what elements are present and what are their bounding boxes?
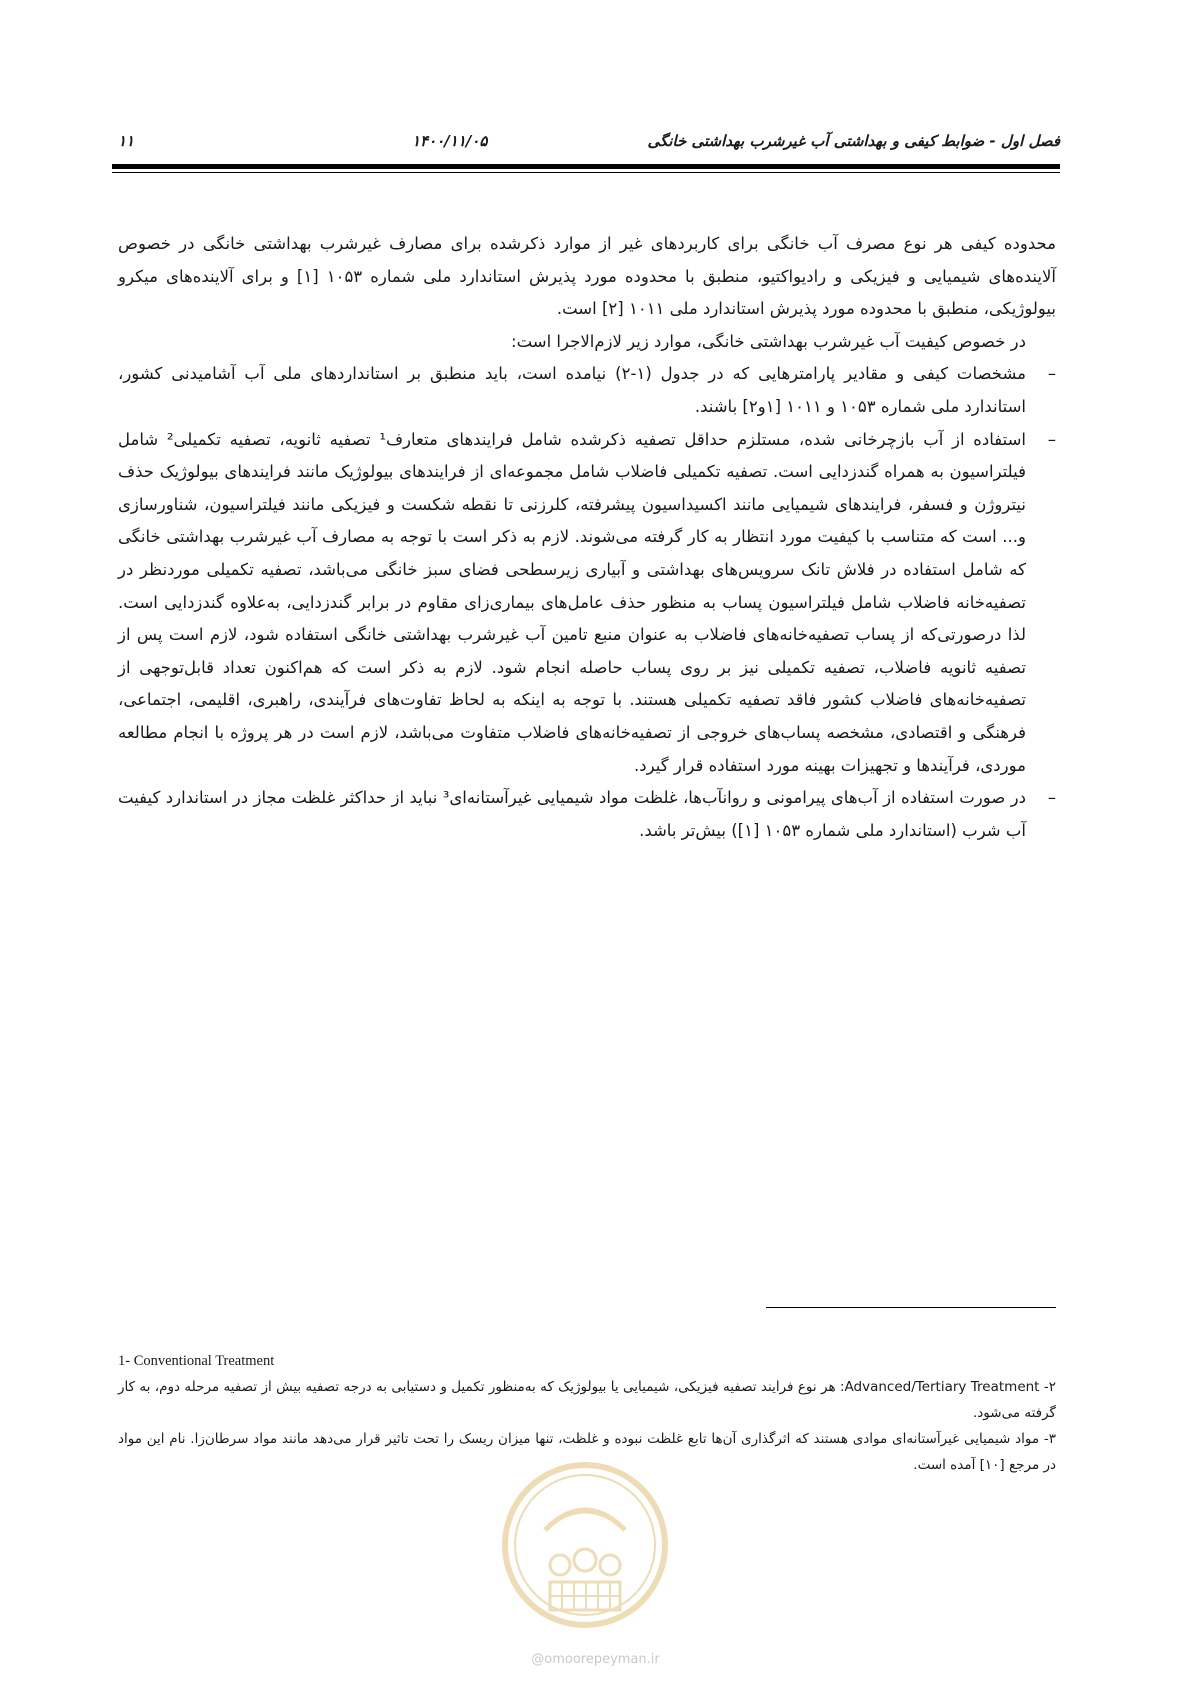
body-text [118, 228, 1056, 847]
chapter-title: فصل اول - ضوابط کیفی و بهداشتی آب غیرشرب بهداشتی خانگی [647, 132, 1060, 150]
footnotes [118, 1348, 1056, 1478]
lead-paragraph: در خصوص کیفیت آب غیرشرب بهداشتی خانگی، موارد زیر لازم‌الاجرا است: [511, 331, 1026, 351]
footnote-3: ۳- مواد شیمیایی غیرآستانه‌ای موادی هستند که اثرگذاری آن‌ها تابع غلظت نبوده و غلظت، تنها میزان ریسک را تحت تاثیر قرار می‌دهد مانند مواد سرطان‌زا. نام این مواد در مرجع [۱۰] آمده است. [118, 1431, 1056, 1473]
list-item [118, 424, 1056, 783]
footnote-1: 1- Conventional Treatment [118, 1353, 275, 1369]
header-rule-thin [112, 172, 1060, 173]
header-rule-thick [112, 164, 1060, 169]
list-item-text: استفاده از آب بازچرخانی شده، مستلزم حداقل تصفیه ذکرشده شامل فرایندهای متعارف¹ تصفیه ثانویه، تصفیه تکمیلی² شامل فیلتراسیون به همراه گندزدایی است. تصفیه تکمیلی فاضلاب شامل مجموعه‌ای از فرایندهای بیولوژیک مانند فرایندهای بیولوژیک حذف نیتروژن و فسفر، فرایندهای شیمیایی مانند اکسیداسیون پیشرفته، کلرزنی تا نقطه شکست و فیزیکی مانند فیلتراسیون، شناورسازی و... است که متناسب با کیفیت مورد انتظار به کار گرفته می‌شوند. لازم به ذکر است با توجه به مصارف آب غیرشرب بهداشتی خانگی که شامل استفاده در فلاش تانک سرویس‌های بهداشتی و آبیاری زیرسطحی فضای سبز خانگی می‌باشد، تصفیه تکمیلی موردنظر در تصفیه‌خانه فاضلاب شامل فیلتراسیون پساب به منظور حذف عامل‌های بیماری‌زای مقاوم در برابر گندزدایی، به‌علاوه گندزدایی است. لذا درصورتی‌که از پساب تصفیه‌خانه‌های فاضلاب به عنوان منبع تامین آب غیرشرب بهداشتی خانگی استفاده شود، لازم است پس از تصفیه ثانویه فاضلاب، تصفیه تکمیلی نیز بر روی پساب حاصله انجام شود. لازم به ذکر است که هم‌اکنون تعداد قابل‌توجهی از تصفیه‌خانه‌های فاضلاب کشور فاقد تصفیه تکمیلی هستند. با توجه به اینکه به لحاظ تفاوت‌های فرآیندی، راهبری، اقلیمی، اجتماعی، فرهنگی و اقتصادی، مشخصه پساب‌های خروجی از تصفیه‌خانه‌های فاضلاب متفاوت می‌باشد، لازم است در هر پروژه با انجام مطالعه موردی، فرآیندها و تجهیزات بهینه مورد استفاده قرار گیرد. [118, 429, 1026, 775]
page-number: ۱۱ [118, 132, 135, 150]
page-header [112, 128, 1060, 154]
footnote-2: ۲- Advanced/Tertiary Treatment: هر نوع فرایند تصفیه فیزیکی، شیمیایی یا بیولوژیک که به‌منظور تکمیل و دستیابی به درجه تصفیه بیش از تصفیه مرحله دوم، به کار گرفته می‌شود. [118, 1379, 1056, 1421]
intro-paragraph: محدوده کیفی هر نوع مصرف آب خانگی برای کاربردهای غیر از موارد ذکرشده برای مصارف غیرشرب بهداشتی خانگی در خصوص آلاینده‌های شیمیایی و فیزیکی و رادیواکتیو، منطبق با محدوده مورد پذیرش استاندارد ملی شماره ۱۰۵۳ [۱] و برای آلاینده‌های میکرو بیولوژیکی، منطبق با محدوده مورد پذیرش استاندارد ملی ۱۰۱۱ [۲] است. [118, 234, 1056, 319]
dash-bullet-icon: – [1047, 429, 1056, 449]
list-item-text: مشخصات کیفی و مقادیر پارامترهایی که در جدول (۱-۲) نیامده است، باید منطبق بر استانداردهای ملی آب آشامیدنی کشور، استاندارد ملی شماره ۱۰۵۳ و ۱۰۱۱ [۱و۲] باشند. [118, 364, 1027, 416]
footnote-separator [766, 1307, 1056, 1308]
dash-bullet-icon: – [1047, 364, 1056, 384]
list-item [118, 358, 1056, 423]
header-date: ۱۴۰۰/۱۱/۰۵ [412, 132, 488, 150]
list-item-text: در صورت استفاده از آب‌های پیرامونی و روانآب‌ها، غلظت مواد شیمیایی غیرآستانه‌ای³ نباید از حداکثر غلظت مجاز در استاندارد کیفیت آب شرب (استاندارد ملی شماره ۱۰۵۳ [۱]) بیش‌تر باشد. [118, 788, 1027, 840]
requirements-list [118, 358, 1056, 847]
watermark-text: @omoorepeyman.ir [531, 1652, 660, 1667]
omoorepeyman-seal-icon [500, 1460, 670, 1630]
dash-bullet-icon: – [1047, 788, 1056, 808]
list-item [118, 782, 1056, 847]
